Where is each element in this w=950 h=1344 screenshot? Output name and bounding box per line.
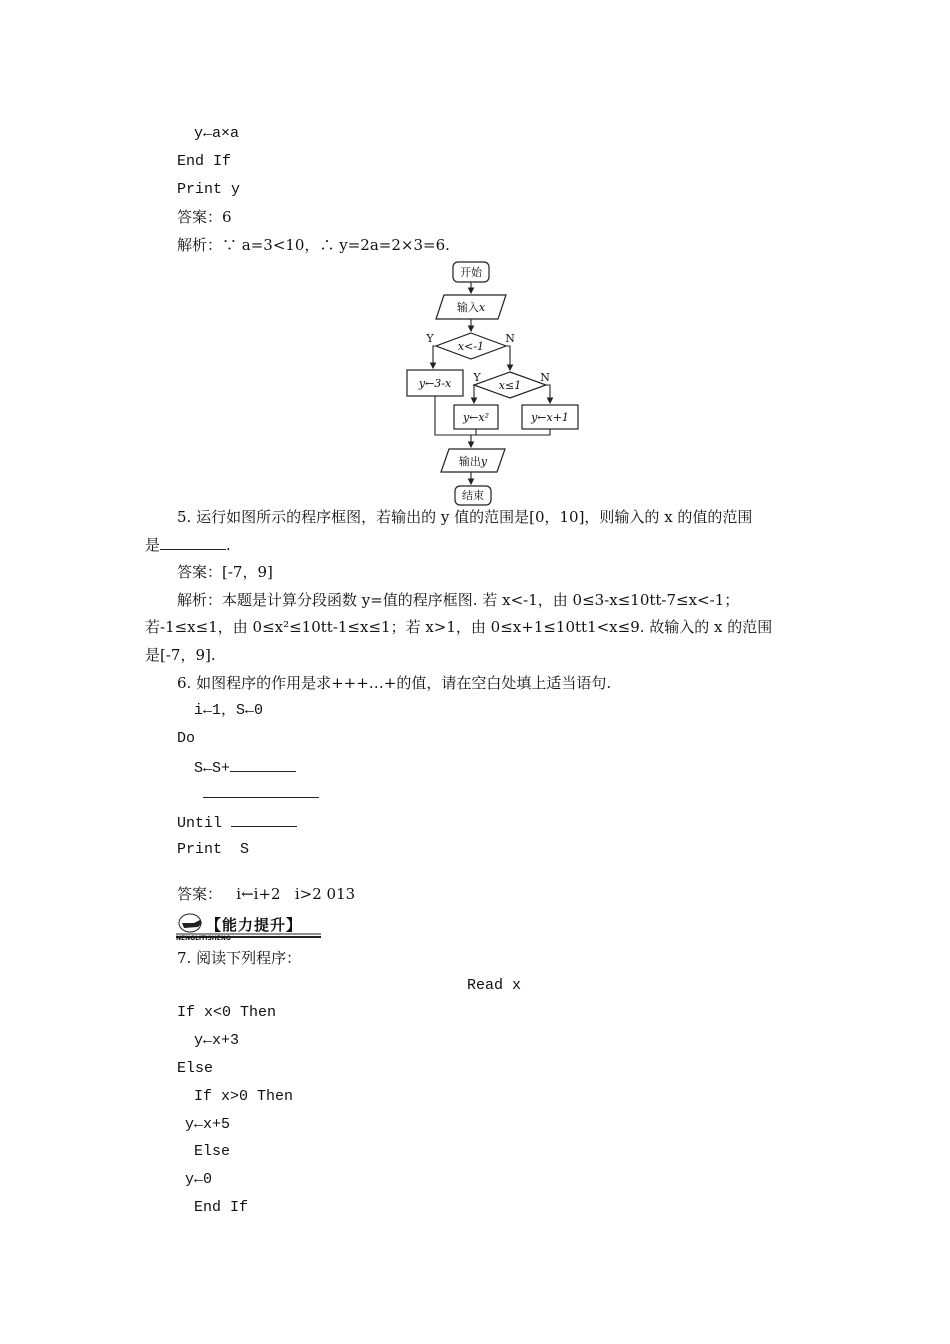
code-line [177, 812, 297, 834]
analysis-5-line: 若-1≤x≤1，由 0≤x²≤10tt-1≤x≤1；若 x>1，由 0≤x+1≤10tt1<x≤9. 故输入的 x 的范围 [145, 618, 773, 636]
code-line: Print S [177, 841, 250, 858]
answer-blank [160, 535, 226, 550]
svg-text:输入x [457, 300, 486, 314]
code-line: If x<0 Then [177, 1004, 277, 1021]
code-line: End If [177, 153, 232, 170]
section-badge [176, 910, 326, 944]
question-5-cont [145, 535, 231, 555]
code-line: Do [177, 730, 196, 747]
code-line: y←x+3 [194, 1032, 240, 1049]
code-line: y←a×a [194, 125, 240, 142]
svg-text:输出y [459, 454, 488, 468]
answer-blank [230, 757, 296, 772]
box-left-label: y←3-x [418, 377, 452, 390]
code-line: End If [194, 1199, 249, 1216]
analysis-5-line: 是[-7，9]. [145, 646, 216, 664]
section-title: 【能力提升】 [206, 916, 303, 934]
question-6: 6. 如图程序的作用是求+++…+的值，请在空白处填上适当语句. [177, 674, 612, 692]
analysis-4: 解析：∵ a=3<10，∴ y=2a=2×3=6. [177, 236, 450, 254]
analysis-5-line: 解析：本题是计算分段函数 y=值的程序框图. 若 x<-1，由 0≤3-x≤10tt-7≤x<-1； [177, 591, 740, 609]
code-line [203, 783, 319, 803]
output-label: 输出 [458, 455, 481, 468]
section-subtitle: NENGLITISHENG [176, 935, 231, 942]
q5-period: . [226, 536, 231, 554]
no-label: N [540, 371, 550, 384]
decision-1-label: x<-1 [457, 340, 485, 353]
yes-label: Y [473, 371, 481, 384]
program-flowchart [388, 255, 588, 507]
box-right-label: y←x+1 [531, 411, 569, 424]
question-7: 7. 阅读下列程序： [177, 949, 302, 967]
answer-5: 答案：[-7，9] [177, 563, 273, 581]
code-line: y←x+5 [185, 1116, 231, 1133]
code-s-line: S←S+ [194, 760, 231, 777]
start-label: 开始 [460, 266, 482, 279]
input-var: x [478, 301, 486, 314]
code-line: Read x [467, 977, 522, 994]
code-line: Else [194, 1143, 231, 1160]
input-label: 输入 [456, 301, 479, 314]
code-line: y←0 [185, 1171, 213, 1188]
answer-blank [231, 812, 297, 827]
code-until: Until [177, 815, 223, 832]
code-line: Else [177, 1060, 214, 1077]
answer-6: 答案： i←i+2 i>2 013 [177, 885, 356, 903]
box-mid-label: y←x² [462, 411, 490, 424]
no-label: N [505, 332, 515, 345]
code-line: Print y [177, 181, 241, 198]
yes-label: Y [426, 332, 434, 345]
code-line: i←1，S←0 [194, 702, 264, 719]
decision-2-label: x≤1 [498, 379, 522, 392]
answer-4: 答案：6 [177, 208, 232, 226]
code-line [194, 757, 296, 779]
question-5: 5. 运行如图所示的程序框图，若输出的 y 值的范围是[0，10]，则输入的 x 的值的范围 [177, 508, 753, 526]
output-var: y [480, 455, 488, 468]
code-line: If x>0 Then [194, 1088, 294, 1105]
q5-text: 是 [145, 536, 161, 554]
end-label: 结束 [462, 489, 484, 502]
answer-blank [203, 783, 319, 798]
